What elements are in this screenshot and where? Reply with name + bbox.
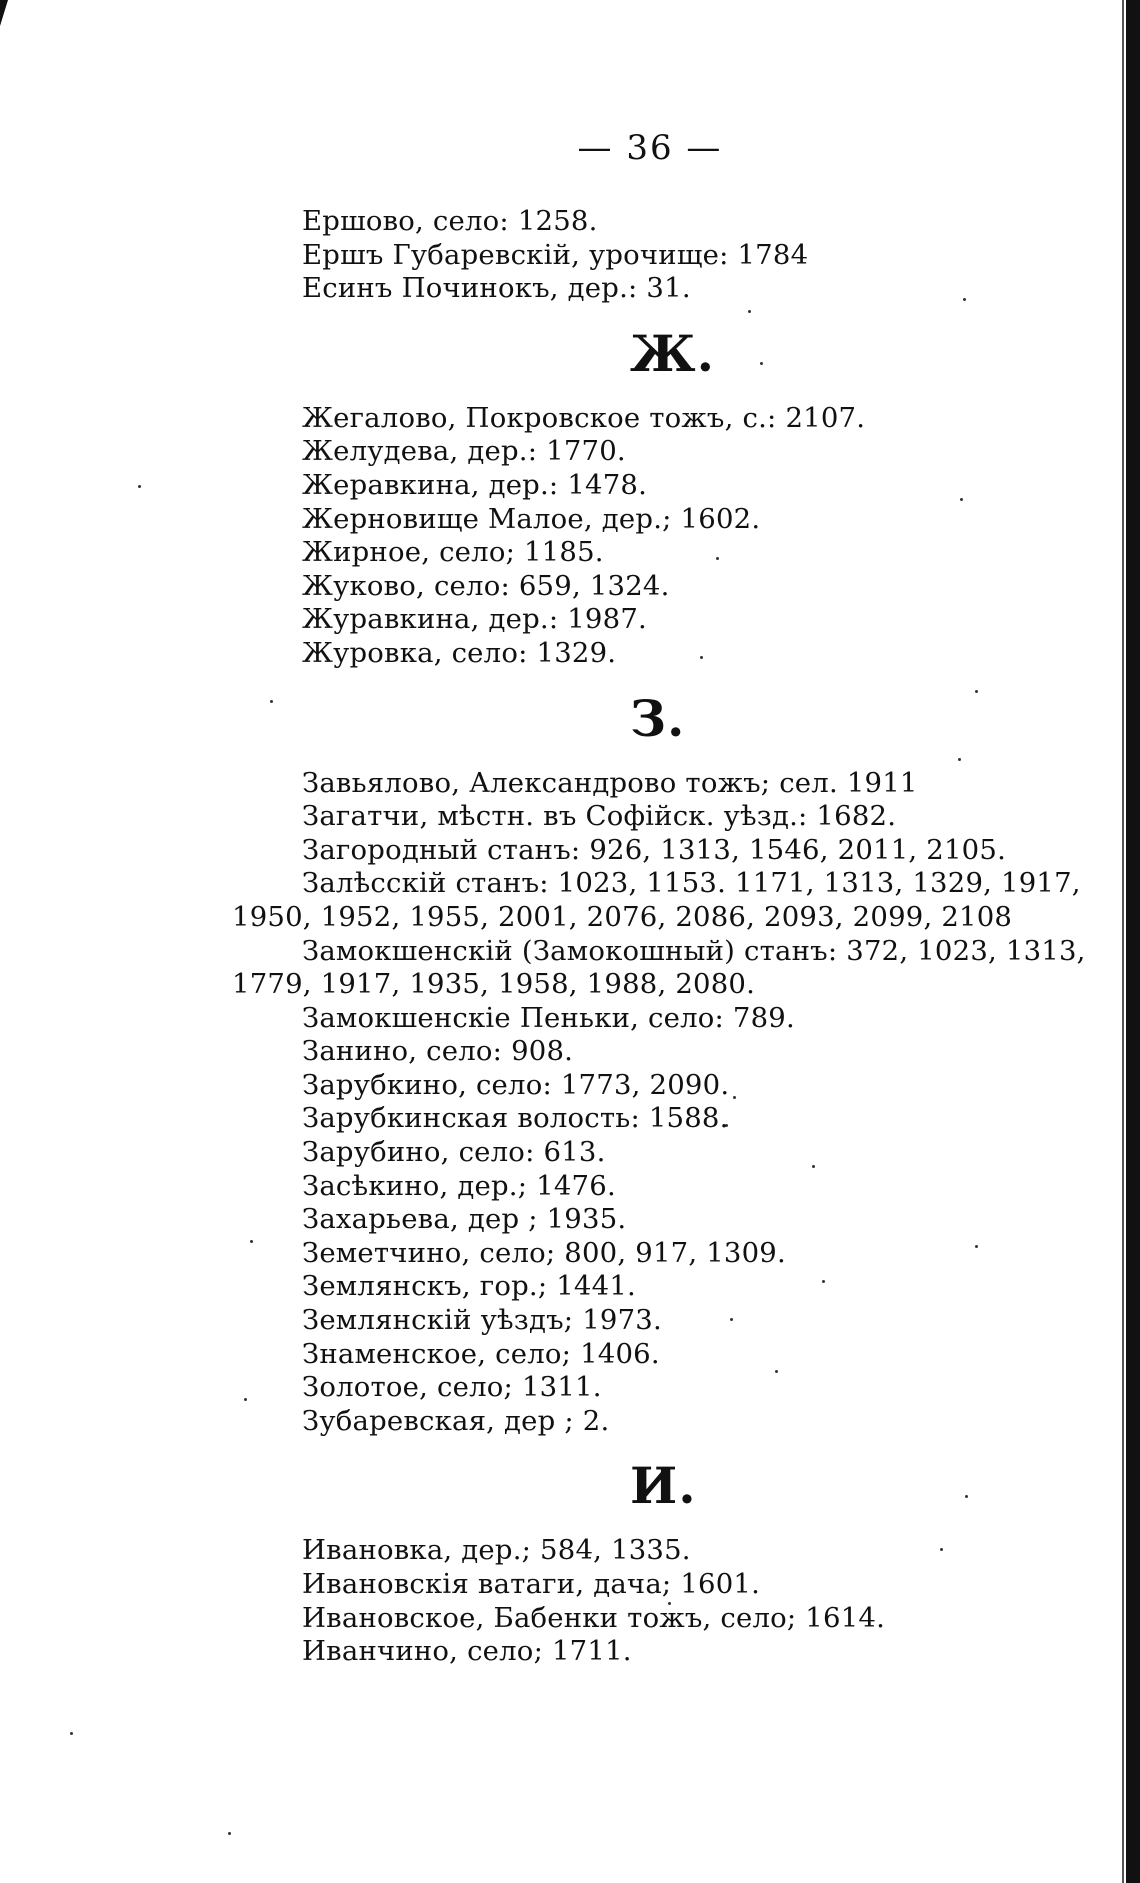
section-letter-ze: З. [630,688,686,748]
page-number: — 36 — [577,128,723,168]
scan-speck [70,1732,73,1735]
index-entry: Засѣкино, дер.; 1476. [302,1169,616,1202]
index-entry: Зарубкинская волость: 1588. [302,1102,729,1135]
index-entry: Землянскій уѣздъ; 1973. [302,1304,662,1337]
index-entry: Зарубкино, село: 1773, 2090. [302,1068,730,1101]
index-entry: Загородный станъ: 926, 1313, 1546, 2011, 2105. [302,833,1007,866]
index-entry: Загатчи, мѣстн. въ Софійск. уѣзд.: 1682. [302,800,897,833]
index-entry: Землянскъ, гор.; 1441. [302,1270,636,1303]
index-entry: Земетчино, село; 800, 917, 1309. [302,1236,786,1269]
index-entry: Замокшенскій (Замокошный) станъ: 372, 1023, 1313, [302,934,1086,967]
scan-edge-line [1122,0,1124,1883]
index-text [232,205,1102,1669]
index-entry-continuation: 1950, 1952, 1955, 2001, 2076, 2086, 2093, 2099, 2108 [232,900,1013,933]
index-entry: Зарубино, село: 613. [302,1136,606,1169]
index-entry: Замокшенскіе Пеньки, село: 789. [302,1001,795,1034]
index-entry: Ивановскія ватаги, дача; 1601. [302,1568,761,1600]
scan-speck [228,1832,231,1835]
index-entry: Завьялово, Александрово тожъ; сел. 1911 [302,766,918,799]
index-entry: Жуково, село: 659, 1324. [302,569,670,602]
index-entry: Залѣсскій станъ: 1023, 1153. 1171, 1313, 1329, 1917, [302,867,1081,900]
index-entry: Жирное, село; 1185. [302,536,604,569]
index-entry: Желудева, дер.: 1770. [302,435,626,468]
scan-corner-mark [0,0,8,26]
index-entry: Есинъ Починокъ, дер.: 31. [302,272,691,305]
index-entry: Журовка, село: 1329. [302,636,617,669]
index-entry: Иванчино, село; 1711. [302,1635,632,1668]
index-entry: Ивановка, дер.; 584, 1335. [302,1534,691,1567]
scan-speck [138,485,141,488]
index-entry: Ершово, село: 1258. [302,205,598,237]
section-letter-i: И. [630,1456,697,1516]
index-entry: Ершъ Губаревскій, урочище: 1784 [302,238,809,271]
index-entry: Жегалово, Покровское тожъ, с.: 2107. [302,401,866,434]
index-entry: Ивановское, Бабенки тожъ, село; 1614. [302,1601,886,1634]
index-entry: Жерновище Малое, дер.; 1602. [302,502,761,535]
index-entry: Зубаревская, дер ; 2. [302,1404,610,1437]
index-entry: Золотое, село; 1311. [302,1371,602,1404]
index-entry: Жеравкина, дер.: 1478. [302,468,648,501]
index-entry: Знаменское, село; 1406. [302,1337,660,1370]
section-letter-zhe: Ж. [630,323,716,383]
index-entry-continuation: 1779, 1917, 1935, 1958, 1988, 2080. [232,968,756,1001]
index-entry: Журавкина, дер.: 1987. [302,603,647,636]
index-entry: Занино, село: 908. [302,1035,574,1068]
scan-edge-shadow [1126,0,1140,1883]
index-entry: Захарьева, дер ; 1935. [302,1203,627,1236]
